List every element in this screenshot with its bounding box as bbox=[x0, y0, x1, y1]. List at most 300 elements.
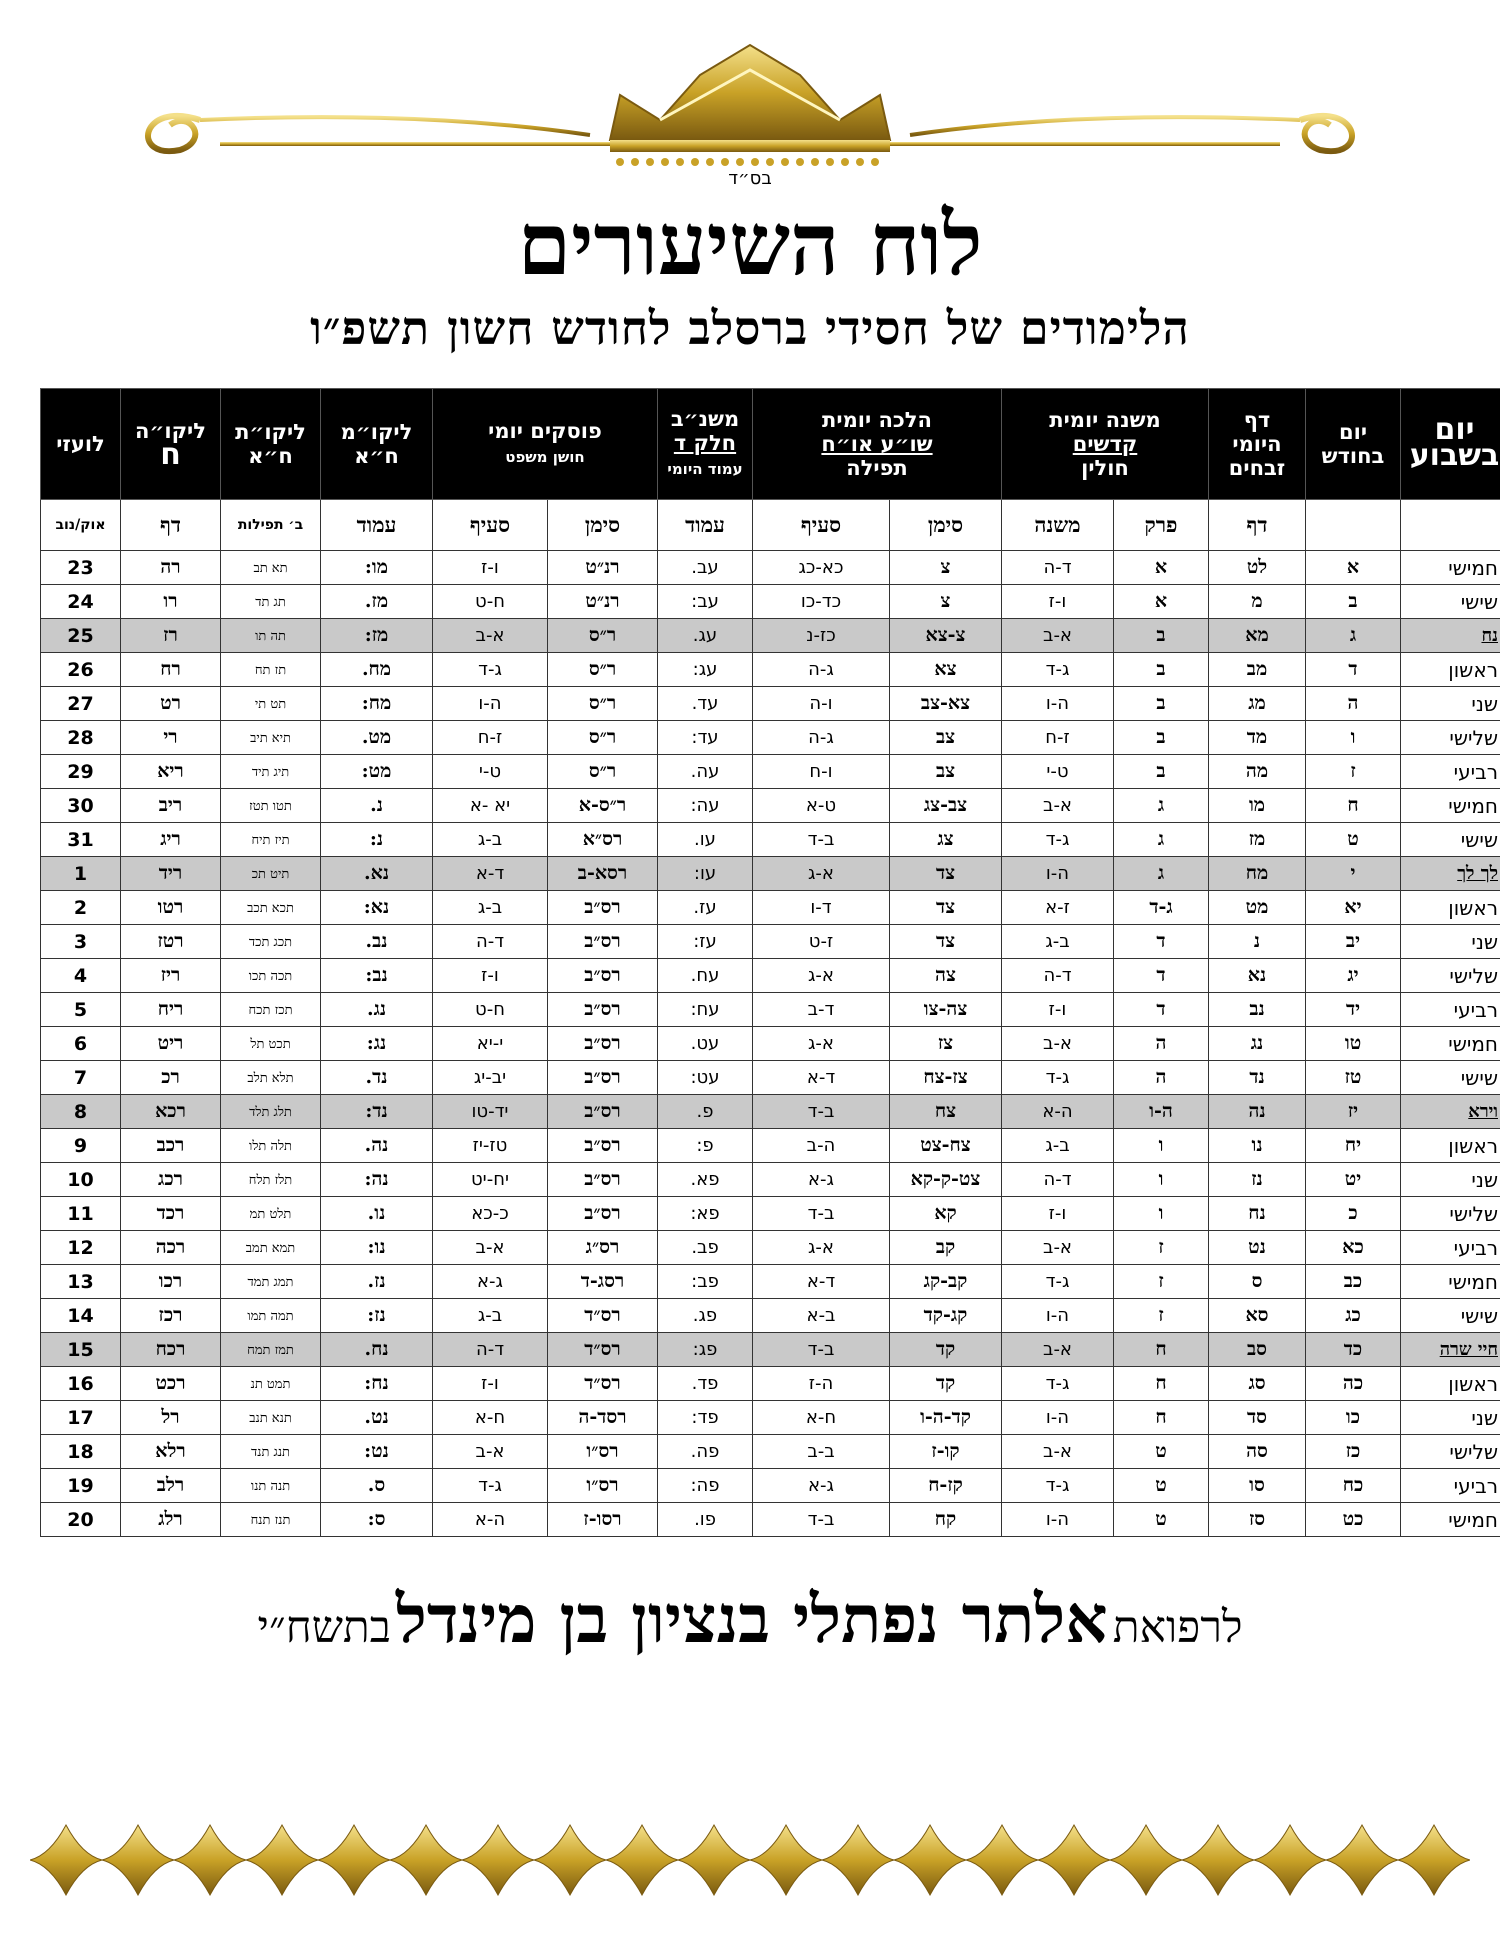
cell-p-siman: ר״ס-א bbox=[548, 789, 658, 823]
cell-h-seif: ב-א bbox=[753, 1299, 890, 1333]
cell-mishna: ו-ז bbox=[1002, 993, 1114, 1027]
cell-h-seif: א-ג bbox=[753, 1231, 890, 1265]
cell-likh: רכא bbox=[121, 1095, 221, 1129]
cell-p-siman: רס״ב bbox=[548, 1197, 658, 1231]
cell-loazi: 26 bbox=[41, 653, 121, 687]
cell-h-seif: ב-ד bbox=[753, 823, 890, 857]
cell-perek: ו bbox=[1114, 1197, 1209, 1231]
cell-likm: נז. bbox=[321, 1265, 433, 1299]
cell-daf: לט bbox=[1209, 551, 1306, 585]
cell-likt: תג תד bbox=[221, 585, 321, 619]
schedule-body bbox=[41, 551, 1500, 1537]
cell-h-seif: ג-א bbox=[753, 1469, 890, 1503]
cell-dm: יב bbox=[1306, 925, 1401, 959]
sub-tefilot: ב׳ תפילות bbox=[221, 500, 321, 551]
cell-likh: ריד bbox=[121, 857, 221, 891]
cell-p-seif: ו-ז bbox=[433, 959, 548, 993]
table-row bbox=[41, 891, 1500, 925]
col-piskei-yomi: פוסקים יומי חושן משפט bbox=[433, 389, 658, 500]
cell-mishna: א-ב bbox=[1002, 1231, 1114, 1265]
cell-h-siman: צג bbox=[890, 823, 1002, 857]
cell-h-seif: ה-ב bbox=[753, 1129, 890, 1163]
cell-h-siman: צא bbox=[890, 653, 1002, 687]
cell-likm: מז. bbox=[321, 585, 433, 619]
cell-dm: כו bbox=[1306, 1401, 1401, 1435]
cell-perek: ו bbox=[1114, 1129, 1209, 1163]
cell-h-seif: א-ג bbox=[753, 1027, 890, 1061]
table-row bbox=[41, 585, 1500, 619]
cell-p-siman: רס״ב bbox=[548, 1027, 658, 1061]
cell-daf: מד bbox=[1209, 721, 1306, 755]
cell-likh: רח bbox=[121, 653, 221, 687]
cell-perek: ו bbox=[1114, 1163, 1209, 1197]
cell-h-siman: קו-ז bbox=[890, 1435, 1002, 1469]
cell-dm: כז bbox=[1306, 1435, 1401, 1469]
cell-mishna: ד-ה bbox=[1002, 551, 1114, 585]
cell-likt: תכט תל bbox=[221, 1027, 321, 1061]
cell-p-siman: רס״ב bbox=[548, 925, 658, 959]
cell-mishna: ה-א bbox=[1002, 1095, 1114, 1129]
cell-dm: כה bbox=[1306, 1367, 1401, 1401]
cell-p-siman: רס״ב bbox=[548, 1163, 658, 1197]
table-row bbox=[41, 1299, 1500, 1333]
cell-dm: טו bbox=[1306, 1027, 1401, 1061]
cell-p-seif: ג-ד bbox=[433, 653, 548, 687]
cell-daf: סב bbox=[1209, 1333, 1306, 1367]
cell-loazi: 29 bbox=[41, 755, 121, 789]
cell-h-seif: ד-א bbox=[753, 1061, 890, 1095]
cell-likt: תנז תנח bbox=[221, 1503, 321, 1537]
cell-mishna: ה-ו bbox=[1002, 1299, 1114, 1333]
cell-loazi: 7 bbox=[41, 1061, 121, 1095]
cell-mb: עח: bbox=[658, 993, 753, 1027]
cell-daf: נט bbox=[1209, 1231, 1306, 1265]
cell-mb: עח. bbox=[658, 959, 753, 993]
cell-h-siman: צד bbox=[890, 857, 1002, 891]
cell-daf: נה bbox=[1209, 1095, 1306, 1129]
col-likutei-tefilot: ליקו״ת ח״א bbox=[221, 389, 321, 500]
cell-likt: תמט תנ bbox=[221, 1367, 321, 1401]
cell-mb: עב. bbox=[658, 551, 753, 585]
cell-p-siman: רס״ב bbox=[548, 959, 658, 993]
cell-mishna: ז-ח bbox=[1002, 721, 1114, 755]
cell-dow: חמישי bbox=[1401, 1027, 1500, 1061]
cell-h-seif: ג-ה bbox=[753, 653, 890, 687]
cell-likm: מט: bbox=[321, 755, 433, 789]
table-row bbox=[41, 721, 1500, 755]
cell-perek: ג-ד bbox=[1114, 891, 1209, 925]
cell-h-seif: ד-ו bbox=[753, 891, 890, 925]
cell-dm: יג bbox=[1306, 959, 1401, 993]
cell-h-siman: צב bbox=[890, 721, 1002, 755]
table-row bbox=[41, 959, 1500, 993]
table-row bbox=[41, 1095, 1500, 1129]
cell-mb: פג. bbox=[658, 1299, 753, 1333]
cell-perek: ה bbox=[1114, 1061, 1209, 1095]
cell-dow: רביעי bbox=[1401, 1231, 1500, 1265]
cell-p-siman: רנ״ט bbox=[548, 551, 658, 585]
cell-mb: פא. bbox=[658, 1163, 753, 1197]
col-halacha-yomit: הלכה יומית שו״ע או״ח תפילה bbox=[753, 389, 1002, 500]
cell-loazi: 11 bbox=[41, 1197, 121, 1231]
cell-h-seif: כז-נ bbox=[753, 619, 890, 653]
cell-p-siman: רס״א bbox=[548, 823, 658, 857]
cell-likh: רלג bbox=[121, 1503, 221, 1537]
cell-h-seif: א-ג bbox=[753, 857, 890, 891]
page-subtitle: הלימודים של חסידי ברסלב לחודש חשון תשפ״ו bbox=[310, 301, 1190, 355]
cell-dm: כד bbox=[1306, 1333, 1401, 1367]
col-likutei-moharan: ליקו״מ ח״א bbox=[321, 389, 433, 500]
table-row bbox=[41, 1027, 1500, 1061]
cell-likt: תכז תכח bbox=[221, 993, 321, 1027]
cell-p-seif: ח-ט bbox=[433, 585, 548, 619]
col-loazi: לועזי bbox=[41, 389, 121, 500]
cell-likm: מו: bbox=[321, 551, 433, 585]
cell-mb: פב: bbox=[658, 1265, 753, 1299]
cell-h-seif: ח-א bbox=[753, 1401, 890, 1435]
table-row bbox=[41, 857, 1500, 891]
cell-dow: רביעי bbox=[1401, 993, 1500, 1027]
cell-dow: ראשון bbox=[1401, 653, 1500, 687]
cell-likh: ריז bbox=[121, 959, 221, 993]
cell-h-siman: קב-קג bbox=[890, 1265, 1002, 1299]
table-row bbox=[41, 1367, 1500, 1401]
cell-daf: סג bbox=[1209, 1367, 1306, 1401]
cell-likt: תלא תלב bbox=[221, 1061, 321, 1095]
table-row bbox=[41, 619, 1500, 653]
sub-daf-likh: דף bbox=[121, 500, 221, 551]
cell-loazi: 18 bbox=[41, 1435, 121, 1469]
cell-mb: עז: bbox=[658, 925, 753, 959]
cell-h-siman: קא bbox=[890, 1197, 1002, 1231]
cell-p-siman: רס״ג bbox=[548, 1231, 658, 1265]
cell-mishna: א-ב bbox=[1002, 1333, 1114, 1367]
dedication-suffix: בתשח״י bbox=[257, 1602, 391, 1653]
cell-dm: ז bbox=[1306, 755, 1401, 789]
table-row bbox=[41, 1061, 1500, 1095]
cell-p-seif: א-ב bbox=[433, 619, 548, 653]
cell-dm: יח bbox=[1306, 1129, 1401, 1163]
schedule-table-wrap bbox=[40, 388, 1500, 1537]
cell-mb: עג. bbox=[658, 619, 753, 653]
table-row bbox=[41, 687, 1500, 721]
cell-likt: תמה תמו bbox=[221, 1299, 321, 1333]
cell-mishna: ד-ה bbox=[1002, 959, 1114, 993]
cell-likm: נא: bbox=[321, 891, 433, 925]
cell-likm: נח. bbox=[321, 1333, 433, 1367]
cell-mishna: ג-ד bbox=[1002, 823, 1114, 857]
cell-perek: ד bbox=[1114, 959, 1209, 993]
cell-dm: ד bbox=[1306, 653, 1401, 687]
cell-p-seif: ט-י bbox=[433, 755, 548, 789]
cell-h-siman: צה-צו bbox=[890, 993, 1002, 1027]
cell-h-siman: קד-ה-ו bbox=[890, 1401, 1002, 1435]
cell-h-seif: כא-כג bbox=[753, 551, 890, 585]
cell-daf: מז bbox=[1209, 823, 1306, 857]
cell-p-seif: ב-ג bbox=[433, 891, 548, 925]
table-row bbox=[41, 1333, 1500, 1367]
cell-mb: פו. bbox=[658, 1503, 753, 1537]
cell-p-seif: ז-ח bbox=[433, 721, 548, 755]
table-row bbox=[41, 823, 1500, 857]
cell-daf: נב bbox=[1209, 993, 1306, 1027]
cell-likt: תא תב bbox=[221, 551, 321, 585]
cell-mb: פ: bbox=[658, 1129, 753, 1163]
cell-likt: תז תח bbox=[221, 653, 321, 687]
cell-mishna: ג-ד bbox=[1002, 1469, 1114, 1503]
cell-dm: ו bbox=[1306, 721, 1401, 755]
cell-daf: מא bbox=[1209, 619, 1306, 653]
cell-likh: ריט bbox=[121, 1027, 221, 1061]
cell-likh: רלב bbox=[121, 1469, 221, 1503]
cell-likt: תכא תכב bbox=[221, 891, 321, 925]
cell-likh: רכו bbox=[121, 1265, 221, 1299]
cell-h-siman: צד bbox=[890, 891, 1002, 925]
cell-loazi: 24 bbox=[41, 585, 121, 619]
col-daf-yomi: דף היומי זבחים bbox=[1209, 389, 1306, 500]
cell-p-seif: ו-ז bbox=[433, 551, 548, 585]
cell-likm: נה. bbox=[321, 1129, 433, 1163]
cell-loazi: 31 bbox=[41, 823, 121, 857]
cell-perek: ז bbox=[1114, 1231, 1209, 1265]
cell-p-seif: ב-ג bbox=[433, 823, 548, 857]
cell-daf: ס bbox=[1209, 1265, 1306, 1299]
cell-loazi: 27 bbox=[41, 687, 121, 721]
cell-daf: נ bbox=[1209, 925, 1306, 959]
sub-perek: פרק bbox=[1114, 500, 1209, 551]
cell-h-seif: ז-ט bbox=[753, 925, 890, 959]
cell-mb: עב: bbox=[658, 585, 753, 619]
cell-mb: פב. bbox=[658, 1231, 753, 1265]
cell-mb: עט: bbox=[658, 1061, 753, 1095]
cell-loazi: 25 bbox=[41, 619, 121, 653]
cell-h-siman: צח bbox=[890, 1095, 1002, 1129]
table-row bbox=[41, 1435, 1500, 1469]
cell-dow: שלישי bbox=[1401, 1435, 1500, 1469]
cell-likt: תכג תכד bbox=[221, 925, 321, 959]
cell-likm: נט. bbox=[321, 1401, 433, 1435]
cell-mb: פד: bbox=[658, 1401, 753, 1435]
cell-likm: נו. bbox=[321, 1197, 433, 1231]
cell-dm: י bbox=[1306, 857, 1401, 891]
cell-daf: מו bbox=[1209, 789, 1306, 823]
cell-h-siman: קח bbox=[890, 1503, 1002, 1537]
cell-daf: נא bbox=[1209, 959, 1306, 993]
cell-perek: ז bbox=[1114, 1265, 1209, 1299]
cell-h-seif: כד-כו bbox=[753, 585, 890, 619]
cell-likm: נח: bbox=[321, 1367, 433, 1401]
cell-loazi: 20 bbox=[41, 1503, 121, 1537]
table-row bbox=[41, 1503, 1500, 1537]
cell-h-seif: ה-ז bbox=[753, 1367, 890, 1401]
cell-p-seif: ד-א bbox=[433, 857, 548, 891]
cell-likm: נט: bbox=[321, 1435, 433, 1469]
cell-likh: רט bbox=[121, 687, 221, 721]
cell-mb: עו. bbox=[658, 823, 753, 857]
cell-dow: נח bbox=[1401, 619, 1500, 653]
cell-perek: ג bbox=[1114, 789, 1209, 823]
cell-perek: ב bbox=[1114, 687, 1209, 721]
cell-p-siman: רסד-ה bbox=[548, 1401, 658, 1435]
cell-likt: תיט תכ bbox=[221, 857, 321, 891]
cell-h-seif: ב-ד bbox=[753, 1503, 890, 1537]
cell-loazi: 15 bbox=[41, 1333, 121, 1367]
cell-dm: ט bbox=[1306, 823, 1401, 857]
cell-h-siman: צט-ק-קא bbox=[890, 1163, 1002, 1197]
cell-loazi: 5 bbox=[41, 993, 121, 1027]
cell-dow: חיי שרה bbox=[1401, 1333, 1500, 1367]
cell-mishna: ג-ד bbox=[1002, 1061, 1114, 1095]
cell-dm: כט bbox=[1306, 1503, 1401, 1537]
cell-h-siman: קג-קד bbox=[890, 1299, 1002, 1333]
cell-p-siman: רס״ד bbox=[548, 1367, 658, 1401]
cell-mb: עג: bbox=[658, 653, 753, 687]
cell-likh: ריב bbox=[121, 789, 221, 823]
cell-mb: עד: bbox=[658, 721, 753, 755]
cell-perek: ב bbox=[1114, 619, 1209, 653]
cell-dow: שישי bbox=[1401, 1299, 1500, 1333]
cell-p-seif: יב-יג bbox=[433, 1061, 548, 1095]
cell-likm: נ. bbox=[321, 789, 433, 823]
sub-empty-2 bbox=[1306, 500, 1401, 551]
gold-crown-ornament bbox=[120, 40, 1380, 170]
cell-p-siman: רנ״ט bbox=[548, 585, 658, 619]
cell-mishna: ה-ו bbox=[1002, 687, 1114, 721]
cell-likt: תכה תכו bbox=[221, 959, 321, 993]
cell-h-seif: ו-ח bbox=[753, 755, 890, 789]
cell-likt: תמז תמח bbox=[221, 1333, 321, 1367]
cell-likt: תיז תיח bbox=[221, 823, 321, 857]
cell-likh: רז bbox=[121, 619, 221, 653]
cell-h-seif: ב-ד bbox=[753, 1197, 890, 1231]
cell-dow: שני bbox=[1401, 1401, 1500, 1435]
cell-likh: ריג bbox=[121, 823, 221, 857]
table-row bbox=[41, 551, 1500, 585]
cell-p-siman: רסא-ב bbox=[548, 857, 658, 891]
cell-likt: תמג תמד bbox=[221, 1265, 321, 1299]
cell-mishna: ג-ד bbox=[1002, 1265, 1114, 1299]
dedication bbox=[0, 1580, 1500, 1659]
table-row bbox=[41, 1401, 1500, 1435]
cell-h-seif: ד-ב bbox=[753, 993, 890, 1027]
cell-p-seif: ה-ו bbox=[433, 687, 548, 721]
cell-perek: ג bbox=[1114, 823, 1209, 857]
cell-p-seif: א-ב bbox=[433, 1231, 548, 1265]
sub-amud: עמוד bbox=[658, 500, 753, 551]
cell-daf: מה bbox=[1209, 755, 1306, 789]
cell-likt: תה תו bbox=[221, 619, 321, 653]
cell-dow: ראשון bbox=[1401, 891, 1500, 925]
cell-dm: כג bbox=[1306, 1299, 1401, 1333]
cell-likm: נא. bbox=[321, 857, 433, 891]
cell-dm: כ bbox=[1306, 1197, 1401, 1231]
cell-likm: מח. bbox=[321, 653, 433, 687]
cell-h-siman: קז-ח bbox=[890, 1469, 1002, 1503]
cell-loazi: 13 bbox=[41, 1265, 121, 1299]
cell-dm: ח bbox=[1306, 789, 1401, 823]
cell-h-siman: צח-צט bbox=[890, 1129, 1002, 1163]
cell-loazi: 17 bbox=[41, 1401, 121, 1435]
cell-h-seif: ג-א bbox=[753, 1163, 890, 1197]
cell-likm: נז: bbox=[321, 1299, 433, 1333]
col-yom-bachodesh: יום בחודש bbox=[1306, 389, 1401, 500]
cell-likm: נב. bbox=[321, 925, 433, 959]
cell-h-siman: צ bbox=[890, 585, 1002, 619]
cell-h-seif: ב-ד bbox=[753, 1095, 890, 1129]
cell-p-seif: י-יא bbox=[433, 1027, 548, 1061]
cell-likt: תיג תיד bbox=[221, 755, 321, 789]
cell-h-siman: קב bbox=[890, 1231, 1002, 1265]
cell-likt: תנא תנב bbox=[221, 1401, 321, 1435]
cell-mb: עו: bbox=[658, 857, 753, 891]
cell-p-seif: א-ב bbox=[433, 1435, 548, 1469]
cell-daf: נח bbox=[1209, 1197, 1306, 1231]
cell-perek: ח bbox=[1114, 1401, 1209, 1435]
col-mishna-yomit: משנה יומית קדשים חולין bbox=[1002, 389, 1209, 500]
cell-likh: רטז bbox=[121, 925, 221, 959]
cell-likh: רכה bbox=[121, 1231, 221, 1265]
cell-h-seif: א-ג bbox=[753, 959, 890, 993]
cell-dow: רביעי bbox=[1401, 755, 1500, 789]
cell-likm: נג: bbox=[321, 1027, 433, 1061]
cell-mishna: ה-ו bbox=[1002, 1503, 1114, 1537]
cell-dm: כב bbox=[1306, 1265, 1401, 1299]
cell-p-seif: יח-יט bbox=[433, 1163, 548, 1197]
cell-dm: טז bbox=[1306, 1061, 1401, 1095]
cell-dm: כח bbox=[1306, 1469, 1401, 1503]
cell-mb: פה. bbox=[658, 1435, 753, 1469]
cell-perek: ב bbox=[1114, 721, 1209, 755]
cell-dow: שני bbox=[1401, 687, 1500, 721]
cell-dm: כא bbox=[1306, 1231, 1401, 1265]
cell-likm: מט. bbox=[321, 721, 433, 755]
cell-dow: שלישי bbox=[1401, 721, 1500, 755]
cell-loazi: 1 bbox=[41, 857, 121, 891]
cell-perek: ט bbox=[1114, 1469, 1209, 1503]
cell-likm: נ: bbox=[321, 823, 433, 857]
cell-p-siman: רס״ו bbox=[548, 1435, 658, 1469]
sub-okt-nov: אוק/נוב bbox=[41, 500, 121, 551]
cell-dm: יט bbox=[1306, 1163, 1401, 1197]
cell-p-siman: רס״ב bbox=[548, 1061, 658, 1095]
cell-likh: רכג bbox=[121, 1163, 221, 1197]
page-title: לוח השיעורים bbox=[517, 194, 983, 295]
cell-mishna: ד-ה bbox=[1002, 1163, 1114, 1197]
cell-p-seif: ו-ז bbox=[433, 1367, 548, 1401]
cell-dow: רביעי bbox=[1401, 1469, 1500, 1503]
cell-mb: פא: bbox=[658, 1197, 753, 1231]
cell-mishna: ט-י bbox=[1002, 755, 1114, 789]
bsd-mark: בס״ד bbox=[728, 168, 772, 189]
sub-siman-halacha: סימן bbox=[890, 500, 1002, 551]
cell-dm: יז bbox=[1306, 1095, 1401, 1129]
cell-likm: נו: bbox=[321, 1231, 433, 1265]
cell-dow: שלישי bbox=[1401, 959, 1500, 993]
cell-likt: תנג תנד bbox=[221, 1435, 321, 1469]
cell-dow: שישי bbox=[1401, 1061, 1500, 1095]
cell-h-siman: צה bbox=[890, 959, 1002, 993]
cell-h-seif: ד-א bbox=[753, 1265, 890, 1299]
cell-p-seif: ד-ה bbox=[433, 925, 548, 959]
cell-likt: תלג תלד bbox=[221, 1095, 321, 1129]
table-row bbox=[41, 789, 1500, 823]
cell-p-seif: ב-ג bbox=[433, 1299, 548, 1333]
cell-h-siman: קד bbox=[890, 1367, 1002, 1401]
table-row bbox=[41, 925, 1500, 959]
cell-likm: נד. bbox=[321, 1061, 433, 1095]
cell-loazi: 14 bbox=[41, 1299, 121, 1333]
cell-loazi: 2 bbox=[41, 891, 121, 925]
